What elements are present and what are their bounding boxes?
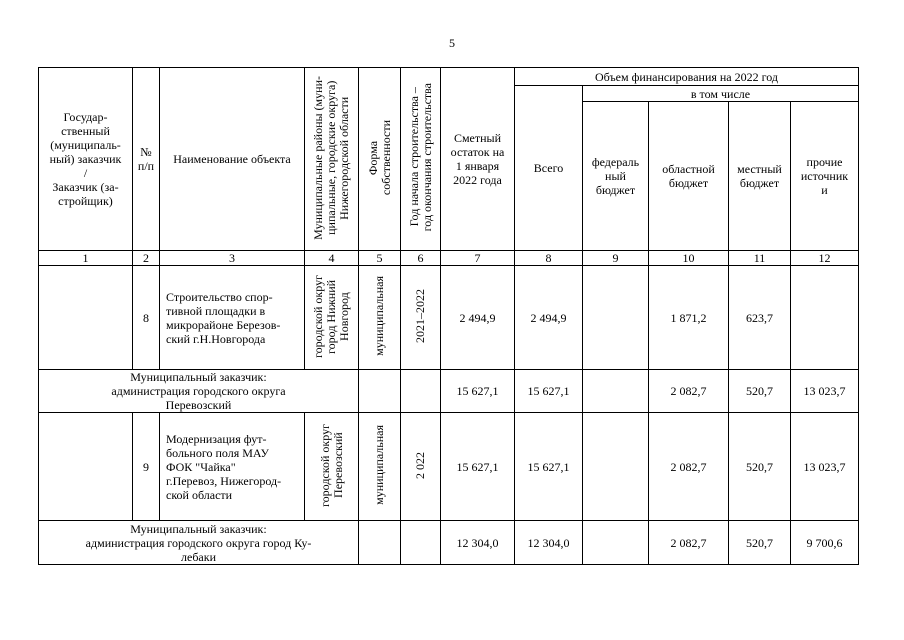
- col-number: 9: [583, 251, 649, 266]
- years-cell: [401, 266, 441, 370]
- regional-value: 2 082,7: [649, 370, 729, 413]
- federal-value: [583, 521, 649, 565]
- col-number: 10: [649, 251, 729, 266]
- ownership: муниципальная: [372, 276, 386, 356]
- years-cell: [401, 413, 441, 521]
- other-value: 13 023,7: [791, 370, 859, 413]
- col-number: 2: [133, 251, 160, 266]
- local-value: 520,7: [729, 413, 791, 521]
- local-value: 520,7: [729, 521, 791, 565]
- header-other: прочие источник и: [791, 102, 859, 251]
- total-value: 15 627,1: [515, 413, 583, 521]
- years: 2 022: [413, 451, 427, 479]
- row-num: 8: [133, 266, 160, 370]
- column-numbers-row: [39, 251, 859, 266]
- other-value: [791, 266, 859, 370]
- group-title: Муниципальный заказчик: администрация городского округа город Ку- лебаки: [39, 521, 359, 565]
- total-value: 12 304,0: [515, 521, 583, 565]
- estimate-value: 2 494,9: [441, 266, 515, 370]
- header-local: местный бюджет: [729, 102, 791, 251]
- header-including: в том числе: [583, 86, 859, 102]
- header-total: Всего: [515, 86, 583, 251]
- regional-value: 1 871,2: [649, 266, 729, 370]
- municipality: городской округ город Нижний Новгород: [311, 274, 351, 358]
- ownership: муниципальная: [372, 425, 386, 505]
- ownership-cell: [359, 413, 401, 521]
- col-number: 3: [160, 251, 305, 266]
- header-customer: Государ- ственный (муниципаль- ный) заказчик / Заказчик (за- стройщик): [39, 68, 133, 251]
- customer-cell: [39, 266, 133, 370]
- group-row: [39, 370, 859, 413]
- financing-table: [38, 67, 859, 565]
- header-years: Год начала строительства – год окончания строительства: [406, 83, 434, 232]
- header-federal: федераль ный бюджет: [583, 102, 649, 251]
- total-value: 2 494,9: [515, 266, 583, 370]
- header-ownership-cell: [359, 68, 401, 251]
- federal-value: [583, 370, 649, 413]
- col-number: 6: [401, 251, 441, 266]
- col-number: 5: [359, 251, 401, 266]
- col-number: 7: [441, 251, 515, 266]
- header-num: № п/п: [133, 68, 160, 251]
- header-financing: Объем финансирования на 2022 год: [515, 68, 859, 86]
- col-number: 1: [39, 251, 133, 266]
- municipality-cell: [305, 413, 359, 521]
- object-name: Строительство спор- тивной площадки в микрорайоне Березов- ский г.Н.Новгорода: [160, 266, 305, 370]
- group-row: [39, 521, 859, 565]
- municipality: городской округ Перевозский: [317, 423, 345, 507]
- empty-cell: [401, 521, 441, 565]
- federal-value: [583, 413, 649, 521]
- estimate-value: 15 627,1: [441, 413, 515, 521]
- other-value: 9 700,6: [791, 521, 859, 565]
- customer-cell: [39, 413, 133, 521]
- municipality-cell: [305, 266, 359, 370]
- other-value: 13 023,7: [791, 413, 859, 521]
- col-number: 12: [791, 251, 859, 266]
- header-municipality-cell: [305, 68, 359, 251]
- table-row: [39, 266, 859, 370]
- empty-cell: [401, 370, 441, 413]
- regional-value: 2 082,7: [649, 521, 729, 565]
- header-municipality: Муниципальные районы (муни- ципальные, городские округа) Нижегородской области: [311, 75, 351, 240]
- header-ownership: Форма собственности: [365, 119, 393, 196]
- years: 2021–2022: [413, 289, 427, 343]
- row-num: 9: [133, 413, 160, 521]
- estimate-value: 12 304,0: [441, 521, 515, 565]
- header-years-cell: [401, 68, 441, 251]
- ownership-cell: [359, 266, 401, 370]
- regional-value: 2 082,7: [649, 413, 729, 521]
- header-object-name: Наименование объекта: [160, 68, 305, 251]
- federal-value: [583, 266, 649, 370]
- total-value: 15 627,1: [515, 370, 583, 413]
- empty-cell: [359, 370, 401, 413]
- object-name: Модернизация фут- больного поля МАУ ФОК "Чайка" г.Перевоз, Нижегород- ской области: [160, 413, 305, 521]
- page-number: 5: [449, 36, 455, 50]
- local-value: 520,7: [729, 370, 791, 413]
- col-number: 4: [305, 251, 359, 266]
- header-estimate: Сметный остаток на 1 января 2022 года: [441, 68, 515, 251]
- col-number: 8: [515, 251, 583, 266]
- group-title: Муниципальный заказчик: администрация городского округа Перевозский: [39, 370, 359, 413]
- header-regional: областной бюджет: [649, 102, 729, 251]
- col-number: 11: [729, 251, 791, 266]
- table-row: [39, 413, 859, 521]
- estimate-value: 15 627,1: [441, 370, 515, 413]
- local-value: 623,7: [729, 266, 791, 370]
- empty-cell: [359, 521, 401, 565]
